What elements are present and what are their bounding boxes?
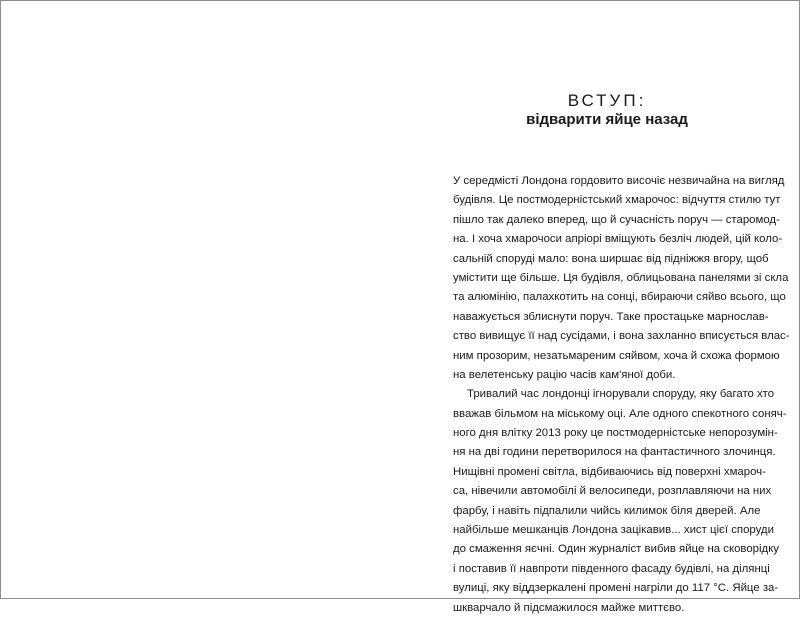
text-line: Тривалий час лондонці ігнорували споруду, яку багато хто [467,388,775,401]
text-line: ство вивищує її над сусідами, і вона захланно вписується влас- [453,330,790,343]
body-text [453,172,790,618]
text-line: ним прозорим, незатьмареним сяйвом, хоча й схожа формою [453,349,780,362]
text-line: ного дня влітку 2013 року це постмодерністське непорозумін- [453,427,778,440]
text-line: на велетенську рацію часів кам'яної доби. [453,368,676,381]
paragraph-1 [453,172,790,385]
paragraph-2 [453,385,787,618]
text-line: У середмісті Лондона гордовито височіє незвичайна на вигляд [453,175,785,187]
text-line: са, нівечили автомобілі й велосипеди, розплавляючи на них [453,485,772,498]
chapter-subtitle: відварити яйце назад [526,111,688,128]
text-line: умістити ще більше. Ця будівля, облицьована панелями зі скла [453,271,789,284]
text-line: найбільше мешканців Лондона зацікавив... хист цієї споруди [453,524,774,537]
text-line: сальній споруді мало: вона ширшає від підніжжя вгору, щоб [453,252,769,265]
text-line: та алюмінію, палахкотить на сонці, вбираючи сяйво всього, що [453,291,786,304]
text-line: шкварчало й підсмажилося майже миттєво. [453,601,685,614]
text-line: фарбу, і навіть підпалили чийсь килимок біля дверей. Але [453,504,761,517]
text-line: і поставив її навпроти південного фасаду будівлі, на ділянці [453,562,770,575]
text-line: пішло так далеко вперед, що й сучасність поруч — старомод- [453,213,780,226]
text-line: Нищівні промені світла, відбиваючись від поверхні хмароч- [453,465,766,478]
text-line: вулиці, яку віддзеркалені промені нагріли до 117 °С. Яйце за- [453,582,779,595]
text-line: будівля. Це постмодерністський хмарочос: відчуття стилю тут [453,194,781,207]
text-line: вважав більмом на міському оці. Але одного спекотного соняч- [453,407,787,420]
text-line: на. І хоча хмарочоси апріорі вміщують безліч людей, цій коло- [453,233,783,246]
text-line: наважується зблиснути поруч. Таке простацьке марнослав- [453,310,769,323]
chapter-title: ВСТУП: [567,91,647,110]
right-page [401,1,801,614]
text-line: ня на дві години перетворилося на фантастичного злочинця. [453,446,776,459]
text-line: до смаження яєчні. Один журналіст вибив яйце на сковорідку [453,543,779,556]
left-page [1,1,401,598]
